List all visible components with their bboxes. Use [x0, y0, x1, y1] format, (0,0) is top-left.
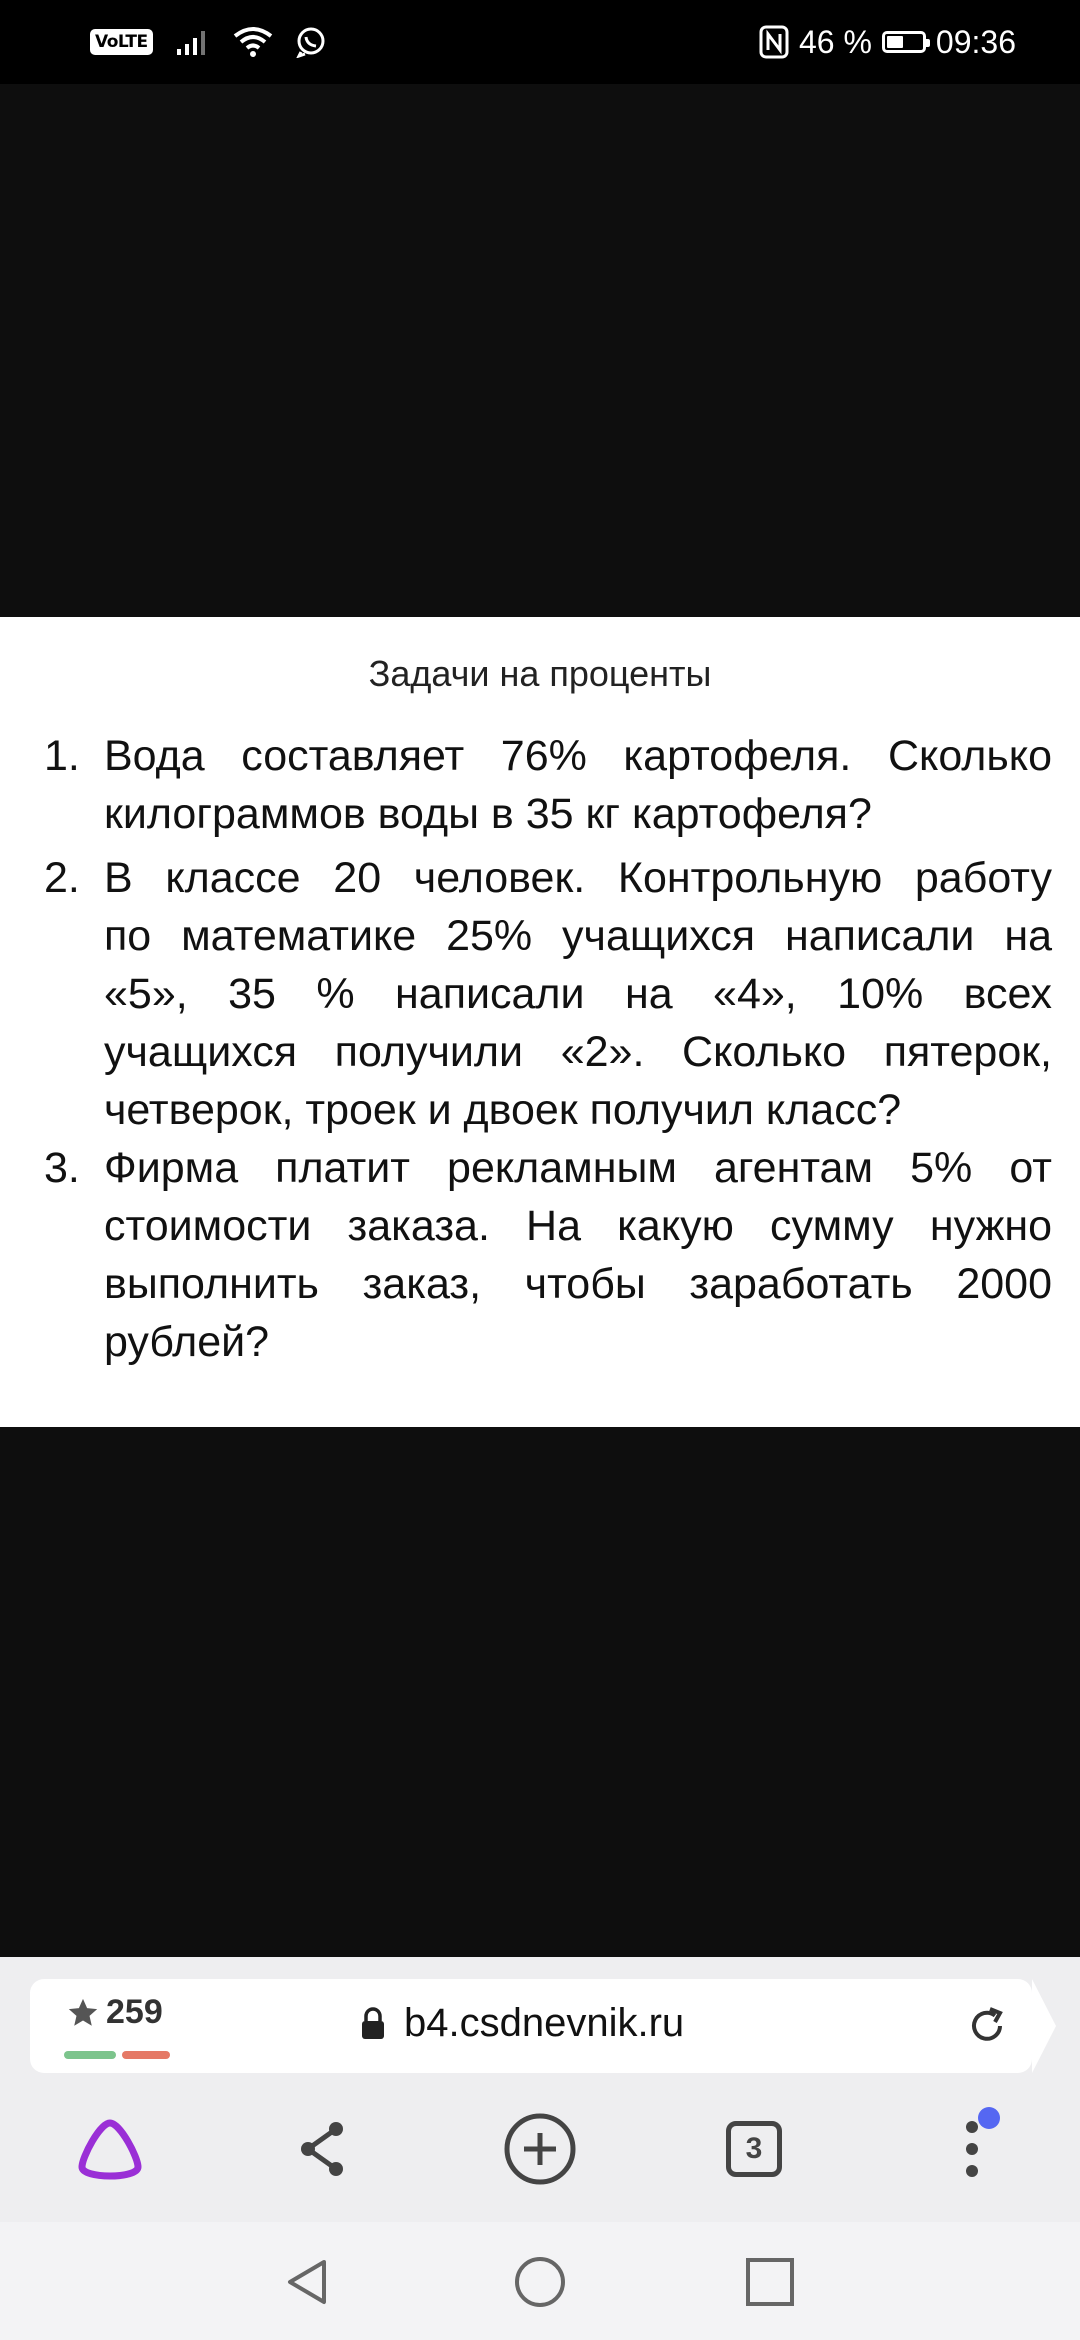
problem-line: стоимости заказа. На какую сумму нужно: [104, 1202, 1052, 1250]
whatsapp-icon: [295, 26, 327, 58]
alice-assistant-icon[interactable]: [70, 2109, 150, 2189]
notification-dot: [978, 2107, 1000, 2129]
rating-positive-bar: [64, 2051, 116, 2059]
site-rating[interactable]: [66, 1993, 163, 2032]
battery-level: [887, 36, 903, 48]
problem-line: В классе 20 человек. Контрольную работу: [104, 854, 1052, 902]
url-text: b4.csdnevnik.ru: [404, 2001, 685, 2045]
nfc-icon: [759, 25, 789, 59]
system-navigation-bar: [0, 2222, 1080, 2340]
new-tab-icon[interactable]: [500, 2109, 580, 2189]
address-bar-area: [0, 1957, 1080, 2077]
battery-percent: 46 %: [798, 23, 872, 60]
browser-toolbar: [0, 2077, 1080, 2222]
rating-value: 259: [106, 1993, 163, 2031]
back-icon[interactable]: [280, 2254, 336, 2310]
share-icon[interactable]: [282, 2109, 362, 2189]
problem-line: Вода составляет 76% картофеля. Сколько: [104, 732, 1052, 780]
home-icon[interactable]: [512, 2254, 568, 2310]
url-field[interactable]: [360, 2001, 684, 2046]
lock-icon: [360, 2007, 386, 2041]
document-title: Задачи на проценты: [368, 653, 712, 694]
problem-line: по математике 25% учащихся написали на: [104, 912, 1052, 960]
rating-negative-bar: [122, 2051, 170, 2059]
problem-line: «5», 35 % написали на «4», 10% всех: [104, 970, 1052, 1018]
address-bar[interactable]: [30, 1979, 1032, 2073]
wifi-icon: [233, 26, 273, 58]
star-icon: [66, 1996, 100, 2030]
reload-icon[interactable]: [962, 2001, 1012, 2051]
document-image: [0, 617, 1080, 1427]
problem-line: рублей?: [104, 1318, 270, 1366]
menu-icon[interactable]: [932, 2109, 1012, 2189]
recents-icon[interactable]: [742, 2254, 798, 2310]
problem-line: Фирма платит рекламным агентам 5% от: [104, 1144, 1052, 1192]
battery-icon: [882, 31, 926, 53]
problem-number: 1.: [44, 732, 80, 780]
problem-line: килограммов воды в 35 кг картофеля?: [104, 790, 872, 838]
problem-line: учащихся получили «2». Сколько пятерок,: [104, 1028, 1052, 1076]
status-bar: [0, 0, 1080, 84]
clock: 09:36: [935, 23, 1016, 60]
problem-number: 2.: [44, 854, 80, 902]
tabs-button[interactable]: 3: [726, 2121, 782, 2177]
volte-icon: VoLTE: [90, 29, 153, 55]
problem-line: четверок, троек и двоек получил класс?: [104, 1086, 902, 1134]
signal-icon: [175, 27, 211, 57]
problem-line: выполнить заказ, чтобы заработать 2000: [104, 1260, 1052, 1308]
problem-number: 3.: [44, 1144, 80, 1192]
